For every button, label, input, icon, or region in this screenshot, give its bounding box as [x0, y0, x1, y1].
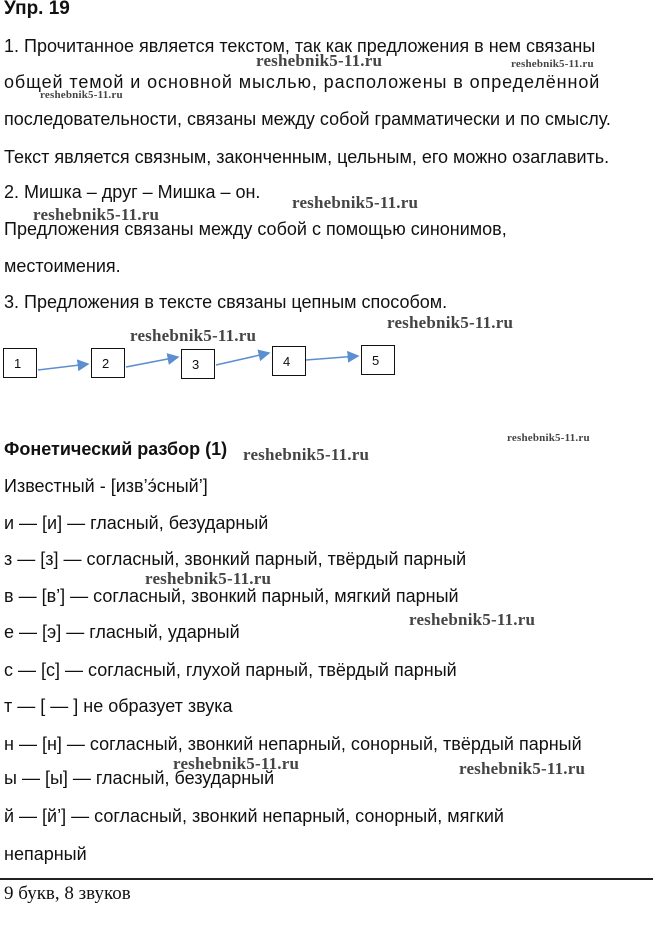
phonetic-letter-line: с — [с] — согласный, глухой парный, твёрдый парный — [4, 660, 457, 680]
watermark: reshebnik5-11.ru — [256, 51, 383, 70]
phonetic-word: Известный - [изв’э́сный’] — [4, 476, 208, 496]
phonetic-letter-line: в — [в’] — согласный, звонкий парный, мягкий парный — [4, 586, 459, 606]
divider — [0, 878, 653, 880]
watermark: reshebnik5-11.ru — [292, 193, 419, 212]
watermark: reshebnik5-11.ru — [40, 89, 123, 101]
phonetic-title: Фонетический разбор (1) — [4, 439, 228, 459]
phonetic-summary: 9 букв, 8 звуков — [4, 883, 131, 904]
watermark: reshebnik5-11.ru — [409, 610, 536, 629]
watermark: reshebnik5-11.ru — [145, 569, 272, 588]
exercise-title: Упр. 19 — [4, 0, 70, 19]
chain-box-2: 2 — [91, 348, 125, 378]
phonetic-letter-line: ы — [ы] — гласный, безударный — [4, 768, 275, 788]
paragraph-line: Предложения связаны между собой с помощью синонимов, — [4, 219, 507, 239]
paragraph-line: Текст является связным, законченным, цельным, его можно озаглавить. — [4, 147, 610, 167]
phonetic-letter-line: и — [и] — гласный, безударный — [4, 513, 269, 533]
watermark: reshebnik5-11.ru — [130, 326, 257, 345]
chain-arrow — [216, 353, 269, 365]
phonetic-letter-line: з — [з] — согласный, звонкий парный, твёрдый парный — [4, 549, 467, 569]
chain-arrow — [38, 364, 88, 370]
watermark: reshebnik5-11.ru — [173, 754, 300, 773]
watermark: reshebnik5-11.ru — [387, 313, 514, 332]
chain-arrow — [126, 357, 178, 367]
paragraph-line: 3. Предложения в тексте связаны цепным способом. — [4, 292, 448, 312]
chain-arrow — [306, 356, 358, 360]
chain-box-4: 4 — [272, 346, 306, 376]
chain-box-3: 3 — [181, 349, 215, 379]
watermark: reshebnik5-11.ru — [33, 205, 160, 224]
chain-box-5: 5 — [361, 345, 395, 375]
paragraph-line: 2. Мишка – друг – Мишка – он. — [4, 182, 261, 202]
watermark: reshebnik5-11.ru — [459, 759, 586, 778]
phonetic-letter-line: н — [н] — согласный, звонкий непарный, сонорный, твёрдый парный — [4, 734, 582, 754]
paragraph-line: общей темой и основной мыслью, расположены в определённой — [4, 72, 601, 92]
paragraph-line: последовательности, связаны между собой грамматически и по смыслу. — [4, 109, 611, 129]
paragraph-line: 1. Прочитанное является текстом, так как предложения в нем связаны — [4, 36, 596, 56]
phonetic-letter-line: непарный — [4, 844, 87, 864]
paragraph-line: местоимения. — [4, 256, 121, 276]
phonetic-letter-line: т — [ — ] не образует звука — [4, 696, 233, 716]
watermark: reshebnik5-11.ru — [511, 58, 594, 70]
phonetic-letter-line: й — [й’] — согласный, звонкий непарный, сонорный, мягкий — [4, 806, 504, 826]
chain-box-1: 1 — [3, 348, 37, 378]
watermark: reshebnik5-11.ru — [243, 445, 370, 464]
phonetic-letter-line: е — [э] — гласный, ударный — [4, 622, 240, 642]
watermark: reshebnik5-11.ru — [507, 432, 590, 444]
